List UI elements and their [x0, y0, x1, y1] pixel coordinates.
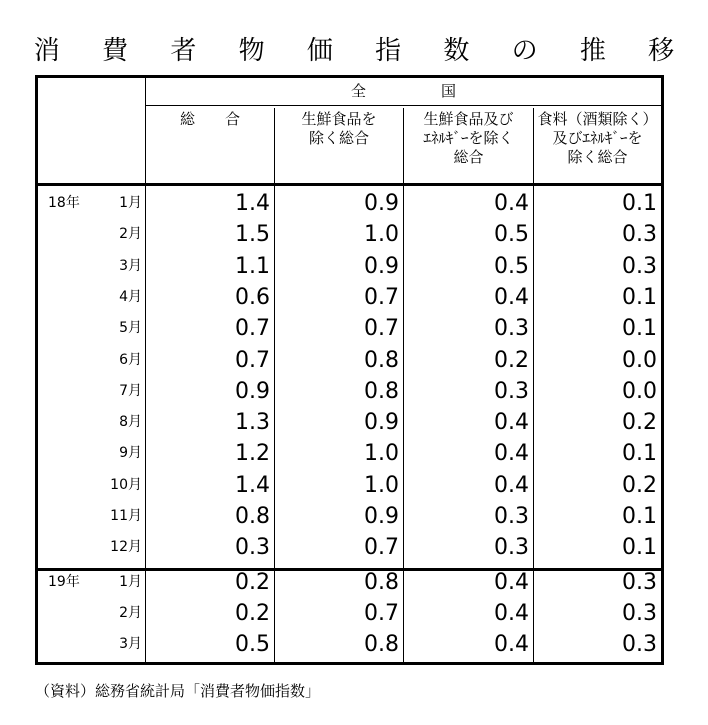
- table-cell: 0.1: [622, 191, 657, 216]
- table-cell: 0.5: [494, 253, 529, 279]
- table-cell: 0.2: [622, 472, 657, 498]
- source-note: （資料）総務省統計局「消費者物価指数」: [35, 682, 321, 700]
- table-cell: 1.0: [364, 222, 399, 248]
- table-cell: 0.6: [235, 284, 270, 310]
- row-month: 3月: [119, 636, 142, 653]
- table-cell: 1.1: [235, 253, 270, 279]
- row-year: 18年: [48, 195, 80, 211]
- table-cell: 0.8: [364, 378, 399, 404]
- table-cell: 1.3: [235, 410, 270, 436]
- table-cell: 0.8: [364, 347, 399, 373]
- header-text: 生鮮食品及び ｴﾈﾙｷﾞｰを除く 総合: [423, 110, 514, 166]
- row-month: 4月: [119, 288, 142, 305]
- row-month: 6月: [119, 351, 142, 368]
- table-cell: 1.5: [235, 222, 270, 248]
- table-cell: 0.1: [622, 504, 657, 529]
- table-cell: 0.0: [622, 347, 657, 373]
- table-cell: 0.4: [494, 632, 529, 658]
- table-cell: 0.3: [494, 504, 529, 529]
- row-month: 12月: [110, 539, 142, 556]
- table-cell: 0.1: [622, 284, 657, 310]
- row-month: 1月: [119, 573, 142, 590]
- table-cell: 0.4: [494, 600, 529, 626]
- table-cell: 0.1: [622, 535, 657, 561]
- table-cell: 0.3: [235, 535, 270, 561]
- page-title: 消 費 者 物 価 指 数 の 推 移: [33, 36, 692, 66]
- table-cell: 0.3: [622, 600, 657, 626]
- row-month: 9月: [119, 445, 142, 462]
- table-cell: 1.2: [235, 441, 270, 467]
- column-header-core-core: [404, 110, 533, 167]
- row-month: 5月: [119, 320, 142, 337]
- column-header-food-energy: [534, 110, 661, 167]
- row-year: 19年: [48, 573, 80, 590]
- table-cell: 0.9: [364, 191, 399, 216]
- row-month: 2月: [119, 226, 142, 243]
- table-cell: 0.2: [235, 600, 270, 626]
- table-cell: 0.3: [622, 632, 657, 658]
- header-divider: [38, 183, 661, 186]
- row-month: 11月: [110, 508, 142, 524]
- table-cell: 0.8: [235, 504, 270, 529]
- table-cell: 0.2: [494, 347, 529, 373]
- table-cell: 0.7: [364, 535, 399, 561]
- row-month: 3月: [119, 257, 142, 274]
- table-cell: 0.4: [494, 569, 529, 595]
- table-cell: 0.7: [364, 316, 399, 342]
- row-month: 7月: [119, 382, 142, 399]
- table-cell: 0.9: [235, 378, 270, 404]
- table-cell: 0.7: [235, 316, 270, 342]
- cpi-table: [35, 75, 664, 665]
- table-cell: 0.8: [364, 569, 399, 595]
- table-cell: 0.1: [622, 316, 657, 342]
- table-cell: 0.9: [364, 253, 399, 279]
- table-cell: 0.5: [494, 222, 529, 248]
- header-text: 総 合: [179, 110, 240, 128]
- column-header-sogo: [146, 110, 274, 129]
- table-cell: 0.4: [494, 472, 529, 498]
- table-cell: 0.9: [364, 410, 399, 436]
- table-cell: 0.1: [622, 441, 657, 467]
- table-cell: 0.3: [494, 316, 529, 342]
- table-cell: 1.0: [364, 472, 399, 498]
- row-month: 1月: [119, 195, 142, 211]
- table-cell: 1.0: [364, 441, 399, 467]
- table-cell: 0.7: [235, 347, 270, 373]
- table-cell: 0.9: [364, 504, 399, 529]
- table-cell: 0.8: [364, 632, 399, 658]
- table-cell: 0.0: [622, 378, 657, 404]
- table-cell: 0.4: [494, 441, 529, 467]
- table-cell: 0.4: [494, 191, 529, 216]
- row-month: 8月: [119, 414, 142, 431]
- table-cell: 1.4: [235, 472, 270, 498]
- group-divider: [145, 105, 661, 106]
- table-cell: 0.4: [494, 410, 529, 436]
- table-cell: 0.3: [622, 253, 657, 279]
- table-cell: 0.2: [622, 410, 657, 436]
- table-cell: 0.7: [364, 600, 399, 626]
- row-month: 2月: [119, 604, 142, 621]
- table-cell: 0.5: [235, 632, 270, 658]
- table-cell: 0.4: [494, 284, 529, 310]
- table-cell: 0.2: [235, 569, 270, 595]
- row-month: 10月: [110, 476, 142, 493]
- table-cell: 0.3: [622, 222, 657, 248]
- table-cell: 0.3: [494, 378, 529, 404]
- group-header: 全 国: [350, 82, 456, 100]
- table-cell: 0.3: [622, 569, 657, 595]
- header-text: 食料（酒類除く） 及びｴﾈﾙｷﾞｰを 除く総合: [537, 110, 658, 166]
- column-header-core: [275, 110, 403, 148]
- table-cell: 0.7: [364, 284, 399, 310]
- table-cell: 0.3: [494, 535, 529, 561]
- header-text: 生鮮食品を 除く総合: [301, 110, 377, 147]
- table-cell: 1.4: [235, 191, 270, 216]
